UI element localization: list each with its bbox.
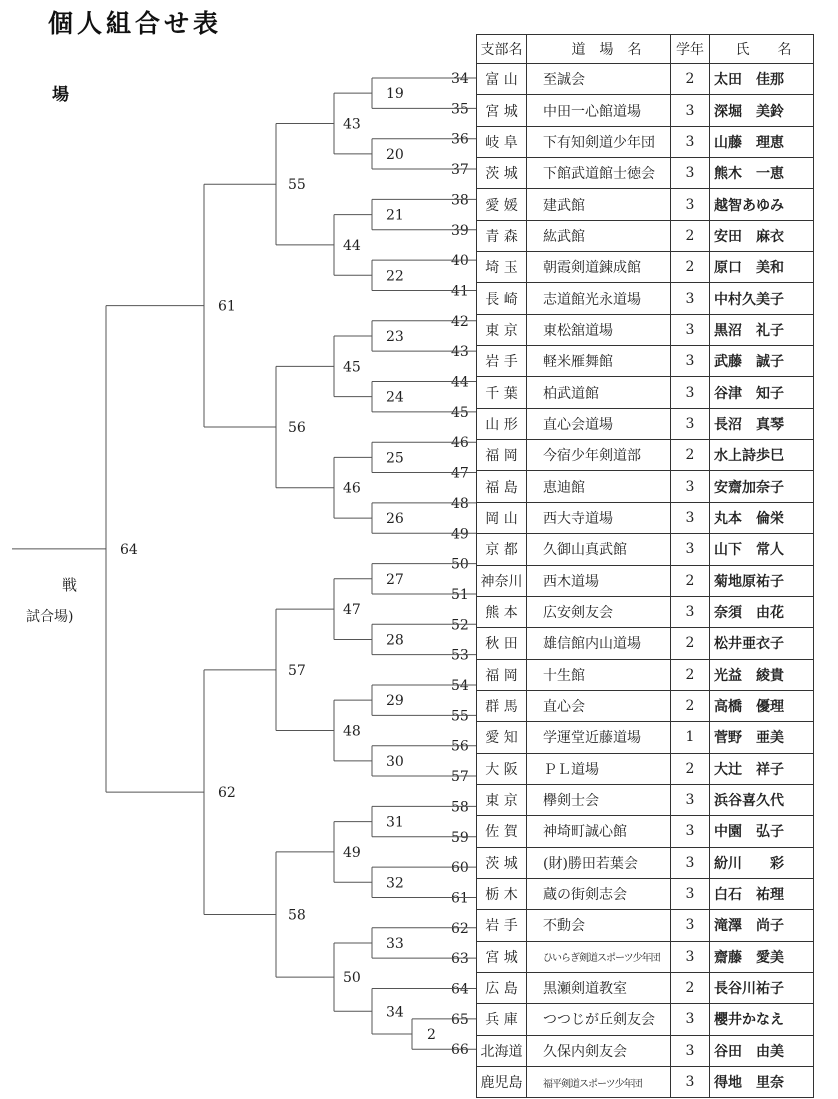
grade-cell: 2 — [671, 690, 710, 721]
branch-cell: 宮 城 — [477, 95, 527, 126]
grade-cell: 2 — [671, 972, 710, 1003]
dojo-cell: 下有知剣道少年団 — [527, 126, 671, 157]
name-cell: 山藤 理恵 — [710, 126, 814, 157]
branch-cell: 富 山 — [477, 64, 527, 95]
branch-cell: 鹿児島 — [477, 1067, 527, 1098]
player-number: 42 — [451, 313, 469, 330]
match-number: 2 — [427, 1027, 436, 1044]
dojo-cell: 黒瀬剣道教室 — [527, 972, 671, 1003]
grade-cell: 3 — [671, 1004, 710, 1035]
player-number: 50 — [451, 556, 469, 573]
name-cell: 紛川 彩 — [710, 847, 814, 878]
player-number: 62 — [451, 920, 469, 937]
match-number: 24 — [386, 389, 404, 406]
final-label-1: 戦 — [62, 576, 78, 594]
grade-cell: 3 — [671, 314, 710, 345]
dojo-cell: 朝霞剣道錬成館 — [527, 252, 671, 283]
branch-cell: 山 形 — [477, 408, 527, 439]
grade-cell: 3 — [671, 471, 710, 502]
name-cell: 安田 麻衣 — [710, 220, 814, 251]
dojo-cell: 広安剣友会 — [527, 596, 671, 627]
dojo-cell: 久保内剣友会 — [527, 1035, 671, 1066]
dojo-cell: 蔵の街剣志会 — [527, 878, 671, 909]
player-number: 54 — [451, 678, 469, 694]
match-number: 49 — [343, 844, 361, 861]
grade-cell: 3 — [671, 189, 710, 220]
match-number: 62 — [218, 785, 236, 802]
table-row — [477, 346, 814, 377]
player-number: 53 — [451, 647, 469, 664]
table-row — [477, 941, 814, 972]
player-number: 63 — [451, 951, 469, 968]
table-row — [477, 440, 814, 471]
header-dojo: 道 場 名 — [527, 35, 671, 64]
grade-cell: 3 — [671, 1035, 710, 1066]
match-number: 64 — [120, 541, 138, 558]
table-row — [477, 816, 814, 847]
player-number: 65 — [451, 1011, 469, 1028]
player-number: 60 — [451, 860, 469, 877]
match-number: 23 — [386, 328, 404, 345]
table-row — [477, 910, 814, 941]
dojo-cell: 直心会道場 — [527, 408, 671, 439]
match-number: 61 — [218, 298, 236, 315]
match-number: 50 — [343, 970, 361, 987]
name-cell: 菅野 亜美 — [710, 722, 814, 753]
name-cell: 中村久美子 — [710, 283, 814, 314]
branch-cell: 広 島 — [477, 972, 527, 1003]
dojo-cell: 建武館 — [527, 189, 671, 220]
grade-cell: 3 — [671, 283, 710, 314]
player-number: 43 — [451, 344, 469, 361]
match-number: 48 — [343, 723, 361, 740]
branch-cell: 北海道 — [477, 1035, 527, 1066]
player-number: 35 — [451, 101, 469, 118]
table-row — [477, 1035, 814, 1066]
grade-cell: 2 — [671, 252, 710, 283]
venue-label: 場 — [52, 85, 69, 105]
branch-cell: 東 京 — [477, 314, 527, 345]
name-cell: 滝澤 尚子 — [710, 910, 814, 941]
player-number: 64 — [451, 981, 469, 998]
grade-cell: 3 — [671, 346, 710, 377]
player-number: 58 — [451, 799, 469, 816]
branch-cell: 東 京 — [477, 784, 527, 815]
dojo-cell: 恵迪館 — [527, 471, 671, 502]
player-number: 47 — [451, 465, 469, 482]
table-header — [477, 35, 814, 64]
branch-cell: 岐 阜 — [477, 126, 527, 157]
name-cell: 浜谷喜久代 — [710, 784, 814, 815]
player-number: 61 — [451, 890, 469, 907]
match-number: 25 — [386, 450, 404, 467]
match-number: 29 — [386, 693, 404, 710]
table-row — [477, 784, 814, 815]
table-row — [477, 471, 814, 502]
match-number: 32 — [386, 875, 404, 892]
dojo-cell: 雄信館内山道場 — [527, 628, 671, 659]
grade-cell: 3 — [671, 816, 710, 847]
grade-cell: 1 — [671, 722, 710, 753]
name-cell: 深堀 美鈴 — [710, 95, 814, 126]
name-cell: 中園 弘子 — [710, 816, 814, 847]
dojo-cell: 今宿少年剣道部 — [527, 440, 671, 471]
branch-cell: 大 阪 — [477, 753, 527, 784]
match-number: 22 — [386, 268, 404, 285]
name-cell: 櫻井かなえ — [710, 1004, 814, 1035]
dojo-cell: 直心会 — [527, 690, 671, 721]
match-number: 58 — [288, 907, 306, 924]
final-label-2: 試合場) — [26, 609, 74, 625]
branch-cell: 長 崎 — [477, 283, 527, 314]
name-cell: 菊地原祐子 — [710, 565, 814, 596]
match-number: 27 — [386, 571, 404, 588]
player-number: 57 — [451, 769, 469, 786]
name-cell: 長谷川祐子 — [710, 972, 814, 1003]
match-number: 55 — [288, 177, 306, 194]
player-number: 37 — [451, 162, 469, 179]
branch-cell: 岡 山 — [477, 502, 527, 533]
table-row — [477, 722, 814, 753]
name-cell: 齋藤 愛美 — [710, 941, 814, 972]
dojo-cell: (財)勝田若葉会 — [527, 847, 671, 878]
name-cell: 奈須 由花 — [710, 596, 814, 627]
name-cell: 原口 美和 — [710, 252, 814, 283]
branch-cell: 茨 城 — [477, 847, 527, 878]
table-row — [477, 753, 814, 784]
branch-cell: 愛 媛 — [477, 189, 527, 220]
grade-cell: 2 — [671, 628, 710, 659]
grade-cell: 2 — [671, 753, 710, 784]
dojo-cell: 学運堂近藤道場 — [527, 722, 671, 753]
table-row — [477, 158, 814, 189]
match-number: 19 — [386, 86, 404, 103]
table-row — [477, 189, 814, 220]
name-cell: 黒沼 礼子 — [710, 314, 814, 345]
grade-cell: 3 — [671, 534, 710, 565]
table-row — [477, 565, 814, 596]
name-cell: 武藤 誠子 — [710, 346, 814, 377]
grade-cell: 3 — [671, 941, 710, 972]
name-cell: 熊木 一恵 — [710, 158, 814, 189]
player-number: 36 — [451, 131, 469, 148]
dojo-cell: 至誠会 — [527, 64, 671, 95]
match-number: 46 — [343, 480, 361, 497]
dojo-cell: 西大寺道場 — [527, 502, 671, 533]
branch-cell: 佐 賀 — [477, 816, 527, 847]
player-number: 46 — [451, 435, 469, 452]
table-row — [477, 596, 814, 627]
branch-cell: 埼 玉 — [477, 252, 527, 283]
name-cell: 大辻 祥子 — [710, 753, 814, 784]
grade-cell: 3 — [671, 158, 710, 189]
dojo-cell: 志道館光永道場 — [527, 283, 671, 314]
grade-cell: 3 — [671, 596, 710, 627]
match-number: 34 — [386, 1004, 404, 1021]
dojo-cell: 紘武館 — [527, 220, 671, 251]
grade-cell: 3 — [671, 1067, 710, 1098]
match-number: 30 — [386, 753, 404, 770]
dojo-cell: 不動会 — [527, 910, 671, 941]
table-row — [477, 1004, 814, 1035]
dojo-cell: 福平剣道スポーツ少年団 — [527, 1067, 671, 1098]
dojo-cell: 軽米雁舞館 — [527, 346, 671, 377]
name-cell: 谷田 由美 — [710, 1035, 814, 1066]
player-number: 66 — [451, 1042, 469, 1059]
branch-cell: 岩 手 — [477, 346, 527, 377]
branch-cell: 茨 城 — [477, 158, 527, 189]
name-cell: 安齋加奈子 — [710, 471, 814, 502]
table-row — [477, 126, 814, 157]
grade-cell: 3 — [671, 847, 710, 878]
match-number: 57 — [288, 662, 306, 679]
player-number: 38 — [451, 192, 469, 209]
dojo-cell: 下館武道館士徳会 — [527, 158, 671, 189]
branch-cell: 栃 木 — [477, 878, 527, 909]
branch-cell: 岩 手 — [477, 910, 527, 941]
grade-cell: 3 — [671, 377, 710, 408]
dojo-cell: ひいらぎ剣道スポーツ少年団 — [527, 941, 671, 972]
branch-cell: 神奈川 — [477, 565, 527, 596]
name-cell: 山下 常人 — [710, 534, 814, 565]
grade-cell: 2 — [671, 220, 710, 251]
match-number: 21 — [386, 207, 404, 224]
branch-cell: 福 岡 — [477, 659, 527, 690]
dojo-cell: 欅剣士会 — [527, 784, 671, 815]
table-row — [477, 878, 814, 909]
player-number: 51 — [451, 586, 469, 603]
branch-cell: 熊 本 — [477, 596, 527, 627]
dojo-cell: 神埼町誠心館 — [527, 816, 671, 847]
player-number: 48 — [451, 495, 469, 512]
table-row — [477, 628, 814, 659]
branch-cell: 青 森 — [477, 220, 527, 251]
branch-cell: 兵 庫 — [477, 1004, 527, 1035]
match-number: 43 — [343, 116, 361, 133]
player-number: 39 — [451, 222, 469, 239]
name-cell: 得地 里奈 — [710, 1067, 814, 1098]
grade-cell: 3 — [671, 784, 710, 815]
match-number: 33 — [386, 935, 404, 952]
name-cell: 光益 綾貴 — [710, 659, 814, 690]
branch-cell: 福 岡 — [477, 440, 527, 471]
name-cell: 太田 佳那 — [710, 64, 814, 95]
player-number: 55 — [451, 708, 469, 725]
match-number: 56 — [288, 420, 306, 437]
player-number: 41 — [451, 283, 469, 300]
branch-cell: 宮 城 — [477, 941, 527, 972]
table-row — [477, 659, 814, 690]
grade-cell: 3 — [671, 408, 710, 439]
name-cell: 丸本 倫栄 — [710, 502, 814, 533]
dojo-cell: 柏武道館 — [527, 377, 671, 408]
header-branch: 支部名 — [477, 35, 527, 64]
grade-cell: 3 — [671, 878, 710, 909]
name-cell: 白石 祐理 — [710, 878, 814, 909]
table-row — [477, 252, 814, 283]
match-number: 20 — [386, 146, 404, 163]
grade-cell: 2 — [671, 565, 710, 596]
grade-cell: 2 — [671, 440, 710, 471]
player-number: 59 — [451, 829, 469, 846]
table-row — [477, 64, 814, 95]
dojo-cell: 東松舘道場 — [527, 314, 671, 345]
dojo-cell: つつじが丘剣友会 — [527, 1004, 671, 1035]
branch-cell: 群 馬 — [477, 690, 527, 721]
dojo-cell: 中田一心館道場 — [527, 95, 671, 126]
player-number: 34 — [451, 71, 469, 87]
grade-cell: 3 — [671, 95, 710, 126]
player-number: 45 — [451, 404, 469, 421]
grade-cell: 2 — [671, 659, 710, 690]
name-cell: 松井亜衣子 — [710, 628, 814, 659]
match-number: 28 — [386, 632, 404, 649]
name-cell: 谷津 知子 — [710, 377, 814, 408]
player-table — [476, 34, 814, 1098]
header-name: 氏 名 — [710, 35, 814, 64]
table-row — [477, 95, 814, 126]
match-number: 45 — [343, 359, 361, 376]
table-row — [477, 690, 814, 721]
match-number: 44 — [343, 237, 361, 254]
branch-cell: 京 都 — [477, 534, 527, 565]
match-number: 47 — [343, 602, 361, 619]
dojo-cell: 十生館 — [527, 659, 671, 690]
table-row — [477, 972, 814, 1003]
grade-cell: 3 — [671, 126, 710, 157]
name-cell: 越智あゆみ — [710, 189, 814, 220]
table-row — [477, 377, 814, 408]
header-grade: 学年 — [671, 35, 710, 64]
dojo-cell: ＰＬ道場 — [527, 753, 671, 784]
player-number: 40 — [451, 253, 469, 270]
name-cell: 高橋 優理 — [710, 690, 814, 721]
branch-cell: 福 島 — [477, 471, 527, 502]
grade-cell: 2 — [671, 64, 710, 95]
player-number: 44 — [451, 374, 469, 391]
branch-cell: 愛 知 — [477, 722, 527, 753]
branch-cell: 秋 田 — [477, 628, 527, 659]
dojo-cell: 久御山真武館 — [527, 534, 671, 565]
name-cell: 長沼 真琴 — [710, 408, 814, 439]
dojo-cell: 西木道場 — [527, 565, 671, 596]
table-row — [477, 408, 814, 439]
page-title: 個人組合せ表 — [48, 9, 223, 38]
table-row — [477, 847, 814, 878]
table-row — [477, 283, 814, 314]
branch-cell: 千 葉 — [477, 377, 527, 408]
player-number: 56 — [451, 738, 469, 755]
table-row — [477, 1067, 814, 1098]
player-number: 49 — [451, 526, 469, 543]
grade-cell: 3 — [671, 502, 710, 533]
match-number: 31 — [386, 814, 404, 831]
grade-cell: 3 — [671, 910, 710, 941]
match-number: 26 — [386, 511, 404, 528]
table-row — [477, 220, 814, 251]
table-row — [477, 502, 814, 533]
player-number: 52 — [451, 617, 469, 634]
name-cell: 水上詩歩巳 — [710, 440, 814, 471]
table-row — [477, 534, 814, 565]
table-row — [477, 314, 814, 345]
